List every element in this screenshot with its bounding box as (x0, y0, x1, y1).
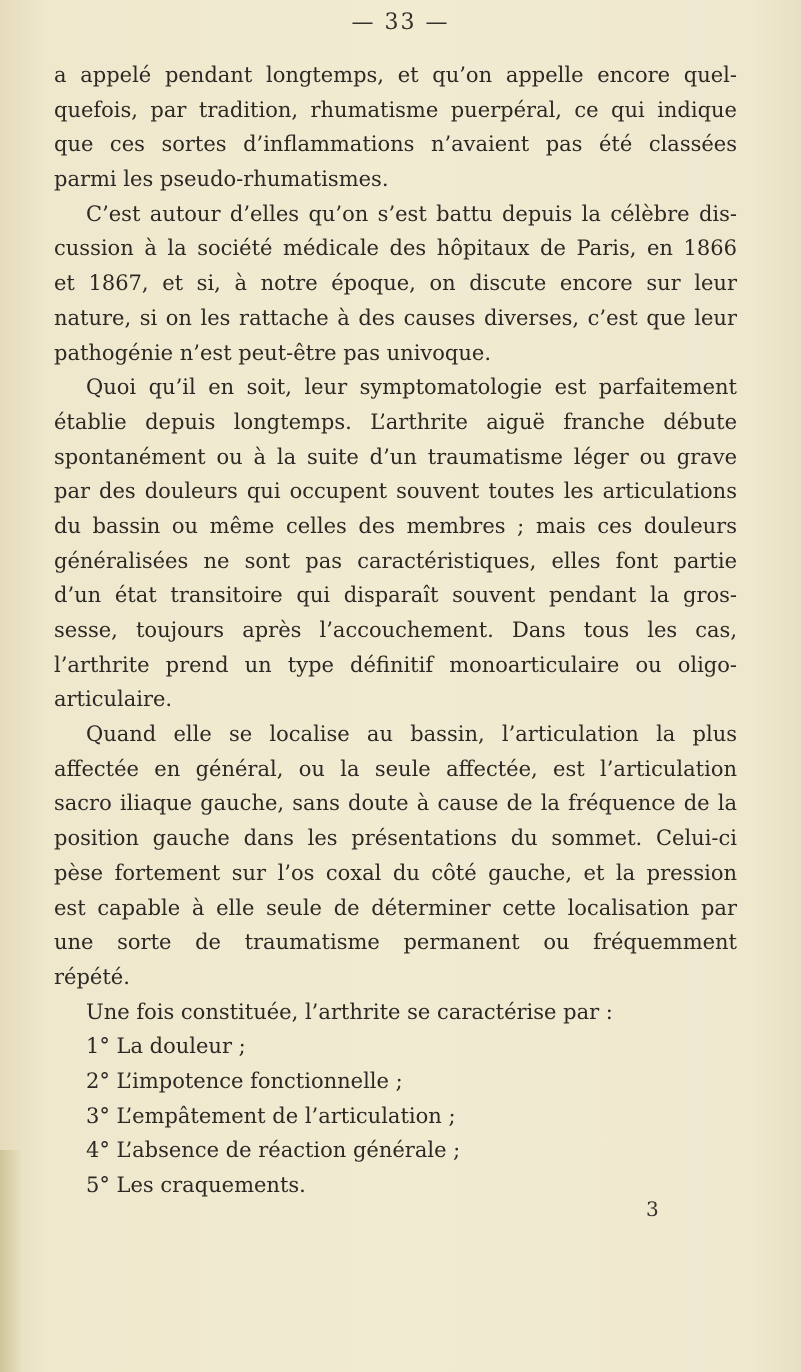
text-line: sacro iliaque gauche, sans doute à cause de la fréquence de la (54, 791, 737, 816)
text-line: par des douleurs qui occupent souvent toutes les articulations (54, 479, 737, 504)
text-line: est capable à elle seule de déterminer cette localisation par (54, 895, 737, 920)
text-line: une sorte de traumatisme permanent ou fréquemment (54, 930, 737, 955)
text-line: nature, si on les rattache à des causes diverses, c’est que leur (54, 305, 737, 330)
list-item: 4° L’absence de réaction générale ; (86, 1138, 461, 1163)
text-line: l’arthrite prend un type définitif monoarticulaire ou oligo- (54, 652, 737, 677)
list-item: 3° L’empâtement de l’articulation ; (86, 1103, 456, 1128)
text-line: généralisées ne sont pas caractéristiques, elles font partie (54, 548, 737, 573)
text-line: articulaire. (54, 687, 173, 712)
text-line: établie depuis longtemps. L’arthrite aiguë franche débute (54, 409, 737, 434)
text-line: répété. (54, 964, 130, 989)
text-line: a appelé pendant longtemps, et qu’on appelle encore quel- (54, 63, 737, 87)
list-item: 5° Les craquements. (86, 1173, 306, 1197)
text-line: Quand elle se localise au bassin, l’articulation la plus (86, 722, 737, 747)
page-number: — 33 — (351, 10, 450, 35)
text-line: et 1867, et si, à notre époque, on discute encore sur leur (54, 271, 737, 296)
text-line: position gauche dans les présentations du sommet. Celui-ci (54, 826, 737, 851)
text-line: pèse fortement sur l’os coxal du côté gauche, et la pression (54, 860, 737, 885)
text-line: cussion à la société médicale des hôpitaux de Paris, en 1866 (54, 236, 737, 261)
text-line: spontanément ou à la suite d’un traumatisme léger ou grave (54, 444, 737, 469)
list-item: 2° L’impotence fonctionnelle ; (86, 1068, 403, 1093)
text-line: d’un état transitoire qui disparaît souvent pendant la gros- (54, 583, 737, 608)
text-line: sesse, toujours après l’accouchement. Dans tous les cas, (54, 618, 737, 642)
text-line: parmi les pseudo-rhumatismes. (54, 167, 389, 192)
page-edge-stain (0, 1150, 22, 1372)
text-line: affectée en général, ou la seule affectée, est l’articulation (54, 756, 737, 781)
text-line: Une fois constituée, l’arthrite se caractérise par : (86, 999, 613, 1024)
text-line: pathogénie n’est peut-être pas univoque. (54, 340, 492, 365)
text-line: quefois, par tradition, rhumatisme puerpéral, ce qui indique (54, 97, 737, 122)
text-line: Quoi qu’il en soit, leur symptomatologie est parfaitement (86, 375, 737, 400)
text-line: que ces sortes d’inflammations n’avaient pas été classées (54, 132, 737, 157)
text-line: C’est autour d’elles qu’on s’est battu depuis la célèbre dis- (86, 201, 737, 226)
list-item: 1° La douleur ; (86, 1034, 246, 1059)
body-text (54, 58, 737, 1203)
signature-mark: 3 (646, 1197, 659, 1221)
text-line: du bassin ou même celles des membres ; mais ces douleurs (54, 513, 737, 538)
